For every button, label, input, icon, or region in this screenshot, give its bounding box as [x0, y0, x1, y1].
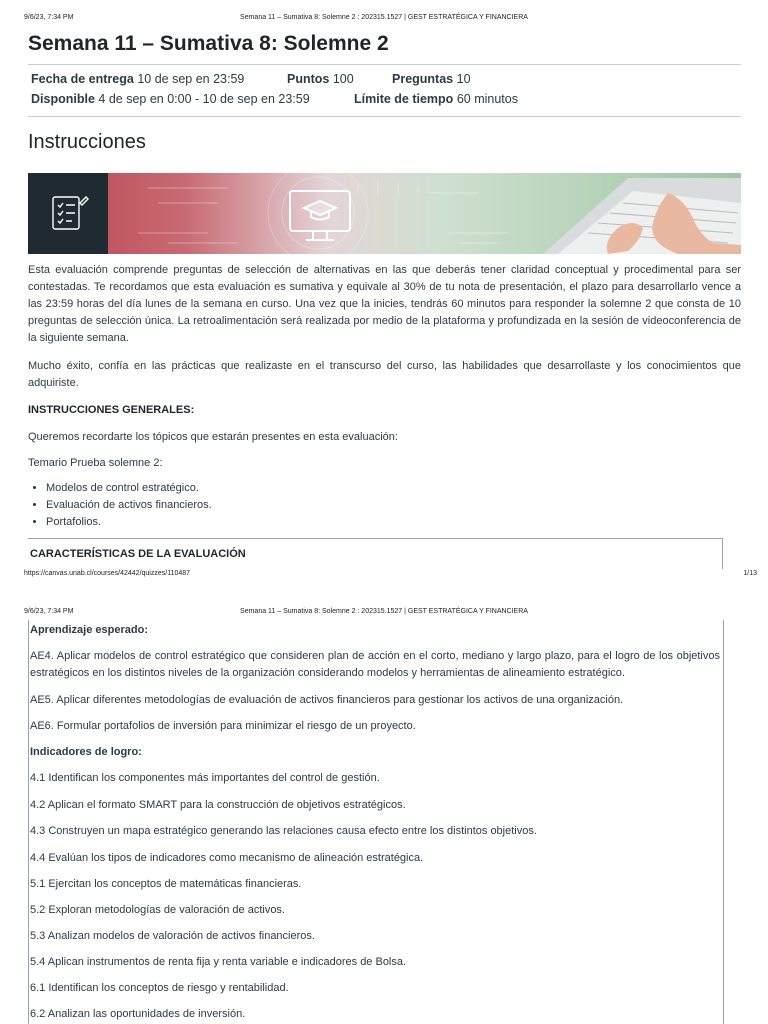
list-item: • Modelos de control estratégico. — [46, 480, 212, 497]
indicator-item: 6.1 Identifican los conceptos de riesgo y rentabilidad. — [30, 982, 289, 994]
expected-learning-heading: Aprendizaje esperado: — [30, 624, 148, 636]
characteristics-box — [28, 538, 723, 569]
time-limit-value: 60 minutos — [456, 92, 518, 106]
print-doc-title: Semana 11 – Sumativa 8: Solemne 2 : 202315.1527 | GEST ESTRATÉGICA Y FINANCIERA — [240, 14, 528, 21]
print-datetime: 9/6/23, 7:34 PM — [24, 608, 74, 615]
indicator-item: 5.1 Ejercitan los conceptos de matemáticas financieras. — [30, 878, 302, 890]
time-limit — [354, 92, 518, 106]
indicator-item: 5.4 Aplican instrumentos de renta fija y renta variable e indicadores de Bolsa. — [30, 956, 407, 968]
instructions-paragraph-2: Mucho éxito, confía en las prácticas que realizaste en el transcurso del curso, las habilidades que desarrollaste y los conocimientos que adquiriste. — [28, 360, 741, 389]
available-value: 4 de sep en 0:00 - 10 de sep en 23:59 — [98, 92, 310, 106]
divider — [28, 116, 741, 117]
questions-value: 10 — [456, 72, 471, 86]
indicator-item: 5.3 Analizan modelos de valoración de activos financieros. — [30, 930, 315, 942]
questions — [392, 72, 471, 86]
instructions-paragraph-1: Esta evaluación comprende preguntas de selección de alternativas en las que deberás tener claridad conceptual y procedimental para ser contestadas. Te recordamos que esta evaluación es sumativa y equivale al 30% de tu nota de presentación, el plazo para desarrollarlo vence a las 23:59 horas del día lunes de la semana en curso. Una vez que la inicies, tendrás 60 minutos para responder la solemne 2 que consta de 10 preguntas de selección única. La retroalimentación será realizada por medio de la plataforma y profundizada en la sesión de videoconferencia de la siguiente semana. — [28, 264, 741, 344]
instructions-banner — [28, 173, 741, 254]
indicator-item: 4.3 Construyen un mapa estratégico generando las relaciones causa efecto entre los distintos objetivos. — [30, 825, 537, 837]
indicator-item: 4.1 Identifican los componentes más importantes del control de gestión. — [30, 772, 380, 784]
print-url: https://canvas.unab.cl/courses/42442/quizzes/110487 — [24, 570, 191, 577]
points-label: Puntos — [287, 72, 330, 86]
page-title: Semana 11 – Sumativa 8: Solemne 2 — [28, 32, 389, 55]
due-label: Fecha de entrega — [31, 72, 134, 86]
available-label: Disponible — [31, 92, 95, 106]
indicator-item: 5.2 Exploran metodologías de valoración de activos. — [30, 904, 285, 916]
print-footer — [0, 570, 768, 584]
print-page-number: 1/13 — [743, 570, 757, 577]
print-datetime: 9/6/23, 7:34 PM — [24, 14, 74, 21]
topics-reminder: Queremos recordarte los tópicos que estarán presentes en esta evaluación: — [28, 431, 398, 443]
indicator-item: 4.2 Aplican el formato SMART para la construcción de objetivos estratégicos. — [30, 799, 406, 811]
due-value: 10 de sep en 23:59 — [137, 72, 245, 86]
learning-outcome-ae4: AE4. Aplicar modelos de control estratégico que consideren plan de acción en el corto, mediano y largo plazo, para el logro de los objetivos estratégicos en los distintos niveles de la organización considerando modelos y herramientas de alineamiento estratégico. — [30, 650, 720, 679]
instructions-heading: Instrucciones — [28, 131, 146, 153]
time-limit-label: Límite de tiempo — [354, 92, 454, 106]
topics-list — [28, 480, 212, 531]
list-item: • Evaluación de activos financieros. — [46, 497, 212, 514]
points — [287, 72, 354, 86]
indicators-heading: Indicadores de logro: — [30, 746, 142, 758]
print-header — [0, 14, 768, 28]
general-instructions-heading: INSTRUCCIONES GENERALES: — [28, 404, 195, 416]
learning-outcome-ae6: AE6. Formular portafolios de inversión para minimizar el riesgo de un proyecto. — [30, 720, 416, 732]
learning-outcome-ae5: AE5. Aplicar diferentes metodologías de evaluación de activos financieros para gestionar los activos de una organización. — [30, 694, 624, 706]
divider — [28, 64, 741, 65]
list-item: • Portafolios. — [46, 514, 212, 531]
points-value: 100 — [332, 72, 354, 86]
questions-label: Preguntas — [392, 72, 454, 86]
syllabus-label: Temario Prueba solemne 2: — [28, 457, 163, 469]
availability — [31, 92, 310, 106]
due-date — [31, 72, 244, 86]
indicator-item: 6.2 Analizan las oportunidades de inversión. — [30, 1008, 246, 1020]
indicator-item: 4.4 Evalúan los tipos de indicadores como mecanismo de alineación estratégica. — [30, 852, 424, 864]
characteristics-heading: CARACTERÍSTICAS DE LA EVALUACIÓN — [30, 548, 246, 560]
print-doc-title: Semana 11 – Sumativa 8: Solemne 2 : 202315.1527 | GEST ESTRATÉGICA Y FINANCIERA — [240, 608, 528, 615]
